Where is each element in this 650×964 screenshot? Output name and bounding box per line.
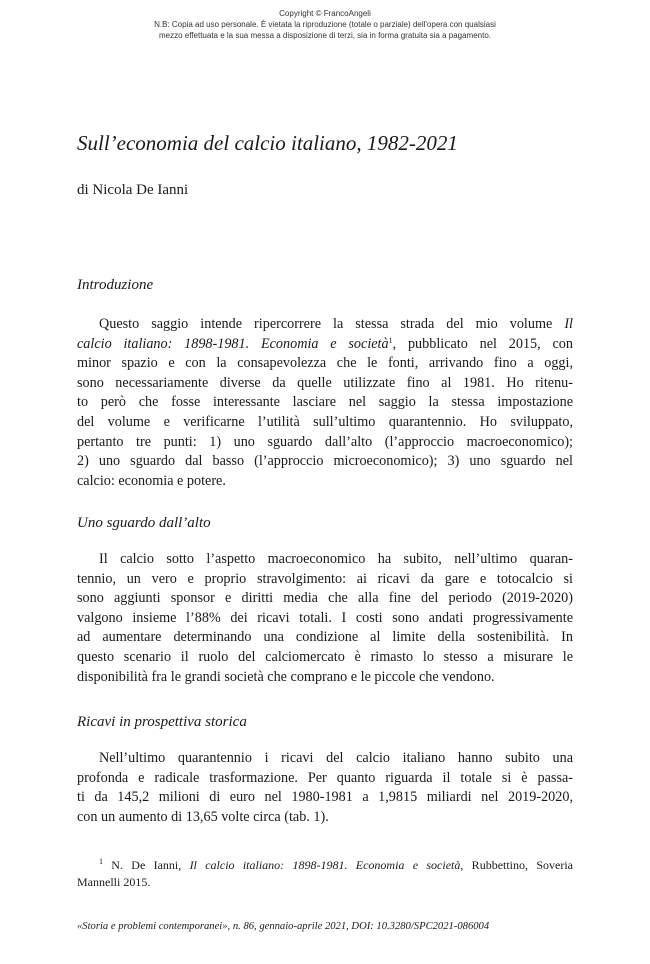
paragraph-ricavi	[77, 749, 573, 827]
footnote-line: Mannelli 2015.	[77, 875, 151, 889]
text-line: con un aumento di 13,65 volte circa (tab. 1).	[77, 808, 329, 825]
text-line: Il calcio sotto l’aspetto macroeconomico ha subito, nell’ultimo quaran-	[99, 551, 573, 567]
copyright-notice	[0, 8, 650, 41]
copyright-line: N.B: Copia ad uso personale. È vietata la riproduzione (totale o parziale) dell'opera con qualsiasi	[154, 20, 496, 29]
text-line: del volume e verificarne l’utilità sull’ultimo quarantennio. Ho sviluppato,	[77, 413, 573, 430]
text-line: Nell’ultimo quarantennio i ricavi del calcio italiano hanno subito una	[99, 750, 573, 766]
section-heading-ricavi: Ricavi in prospettiva storica	[77, 714, 247, 730]
text-line: sono necessariamente diverse da quelle utilizzate fino al 1981. Ho ritenu-	[77, 374, 573, 391]
text-line: ad aumentare determinando una condizione al limite della sostenibilità. In	[77, 629, 573, 646]
journal-citation: «Storia e problemi contemporanei», n. 86, gennaio-aprile 2021, DOI: 10.3280/SPC2021-086004	[77, 921, 490, 932]
copyright-line: mezzo effettuata e la sua messa a disposizione di terzi, sia in forma gratuita sia a pagamento.	[158, 31, 492, 40]
text-line: Questo saggio intende ripercorrere la stessa strada del mio volume Il	[99, 316, 573, 332]
footnote-line: $^1$ N. De Ianni, Il calcio italiano: 1898-1981. Economia e società, Rubbettino, Soveria	[99, 857, 573, 872]
text-line: tennio, un vero e proprio stravolgimento: ai ricavi da gare e totocalcio si	[77, 570, 573, 587]
paragraph-sguardo-alto	[77, 550, 573, 687]
text-line: valgono insieme l’88% dei ricavi totali. I costi sono andati progressivamente	[77, 609, 573, 626]
text-line: questo scenario il ruolo del calciomercato è rimasto lo stesso a misurare le	[77, 648, 573, 665]
section-heading-introduzione: Introduzione	[77, 277, 154, 293]
article-title: Sull’economia del calcio italiano, 1982-2021	[77, 131, 458, 155]
footnote-number: 1	[99, 857, 103, 866]
text-line: calcio: economia e potere.	[77, 472, 226, 489]
text-line: 2) uno sguardo dal basso (l’approccio microeconomico); 3) uno sguardo nel	[77, 453, 573, 470]
text-line: to però che fosse interessante lasciare nel saggio la stessa impostazione	[77, 394, 573, 411]
section-heading-sguardo-alto: Uno sguardo dall’alto	[77, 515, 211, 531]
article-author: di Nicola De Ianni	[77, 182, 189, 198]
copyright-line: Copyright © FrancoAngeli	[279, 9, 371, 18]
text-line: pertanto tre punti: 1) uno sguardo dall’alto (l’approccio macroeconomico);	[77, 433, 573, 450]
footnote	[77, 857, 573, 891]
text-line: profonda e radicale trasformazione. Per quanto riguarda il totale si è passa-	[77, 769, 573, 786]
text-line: ti da 145,2 milioni di euro nel 1980-1981 a 1,9815 miliardi nel 2019-2020,	[77, 789, 573, 806]
paragraph-introduzione	[77, 315, 573, 491]
text-line: calcio italiano: 1898-1981. Economia e società$^1$, pubblicato nel 2015, con	[77, 335, 573, 352]
text-line: minor spazio e con la consapevolezza che le fonti, arrivando fino a oggi,	[77, 355, 573, 372]
footnote-ref: 1	[388, 335, 393, 345]
text-line: sono aggiunti sponsor e diritti media che alla fine del periodo (2019-2020)	[77, 590, 573, 607]
text-line: disponibilità fra le grandi società che comprano e le piccole che vendono.	[77, 668, 495, 685]
